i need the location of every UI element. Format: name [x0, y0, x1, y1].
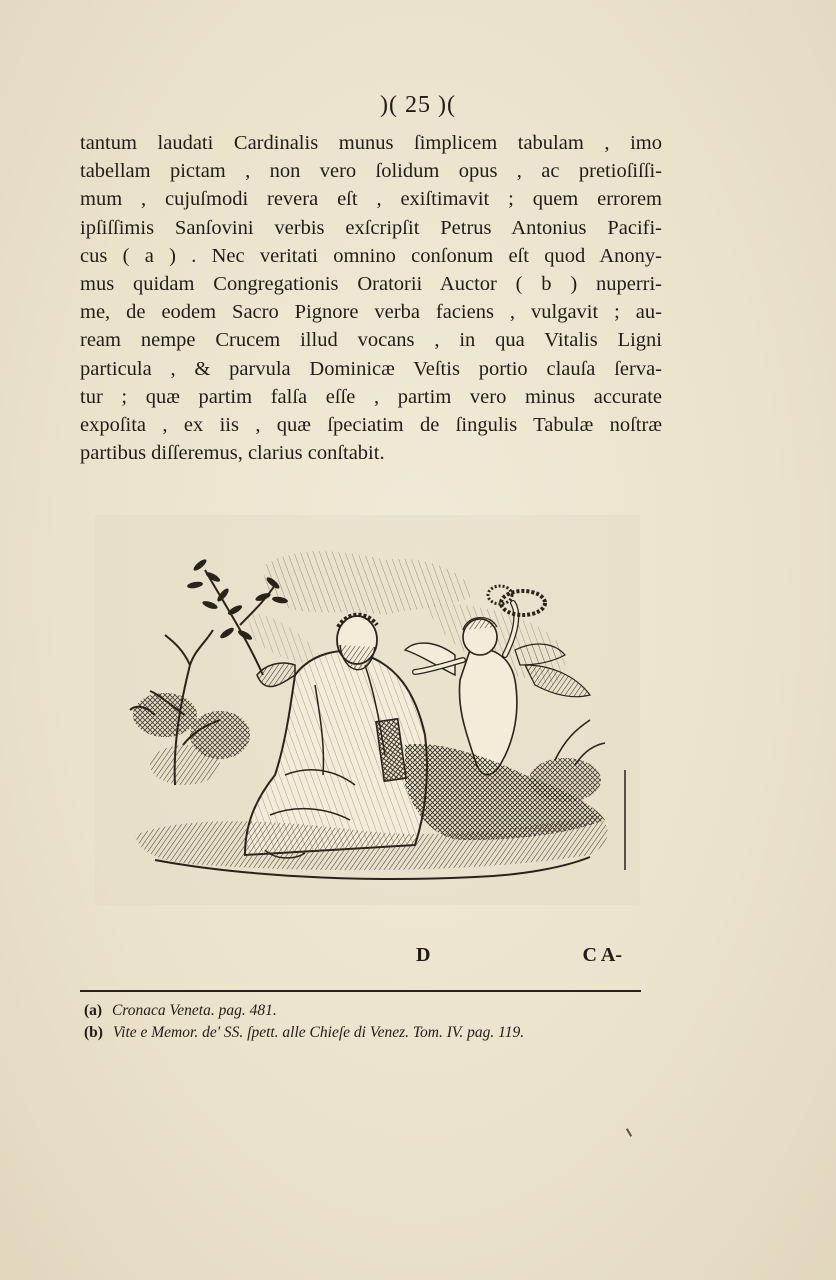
- footnote-ref: (a): [84, 1002, 103, 1019]
- engraved-vignette: [95, 515, 640, 905]
- body-line: mum , cujuſmodi revera eſt , exiſtimavit ; quem errorem: [80, 188, 662, 211]
- body-line: partibus diſſeremus, clarius conſtabit.: [80, 442, 385, 465]
- footnote-rule: [80, 990, 641, 992]
- body-line: mus quidam Congregationis Oratorii Auctor ( b ) nuperri-: [80, 273, 662, 296]
- body-line: ipſiſſimis Sanſovini verbis exſcripſit Petrus Antonius Pacifi-: [80, 216, 662, 239]
- footnote-a: [84, 1000, 644, 1022]
- body-line: tur ; quæ partim falſa eſſe , partim vero minus accurate: [80, 385, 662, 408]
- vignette-illustration: [95, 515, 640, 905]
- body-line: expoſita , ex iis , quæ ſpeciatim de ſingulis Tabulæ noſtræ: [80, 414, 662, 437]
- footnotes: [84, 1000, 644, 1044]
- footnote-text: Cronaca Veneta. pag. 481.: [111, 1002, 277, 1019]
- footnote-text: Vite e Memor. de' SS. ſpett. alle Chieſe di Venez. Tom. IV. pag. 119.: [112, 1024, 525, 1041]
- body-line: particula , & parvula Dominicæ Veſtis portio clauſa ſerva-: [80, 357, 662, 380]
- body-line: tantum laudati Cardinalis munus ſimplicem tabulam , imo: [80, 132, 662, 154]
- body-line: cus ( a ) . Nec veritati omnino conſonum eſt quod Anony-: [80, 244, 662, 267]
- footnote-b: [84, 1022, 644, 1044]
- signature-mark: D: [416, 944, 431, 966]
- body-paragraph: [80, 129, 662, 467]
- body-line: ream nempe Crucem illud vocans , in qua Vitalis Ligni: [80, 329, 662, 352]
- catchword: C A-: [582, 944, 622, 966]
- body-line: me, de eodem Sacro Pignore verba faciens , vulgavit ; au-: [80, 301, 662, 324]
- page-number-header: )( 25 )(: [380, 92, 456, 118]
- ink-speck: [626, 1128, 632, 1137]
- footnote-ref: (b): [84, 1024, 103, 1041]
- body-line: tabellam pictam , non vero ſolidum opus , ac pretioſiſſi-: [80, 160, 662, 183]
- signature-row: [80, 944, 640, 970]
